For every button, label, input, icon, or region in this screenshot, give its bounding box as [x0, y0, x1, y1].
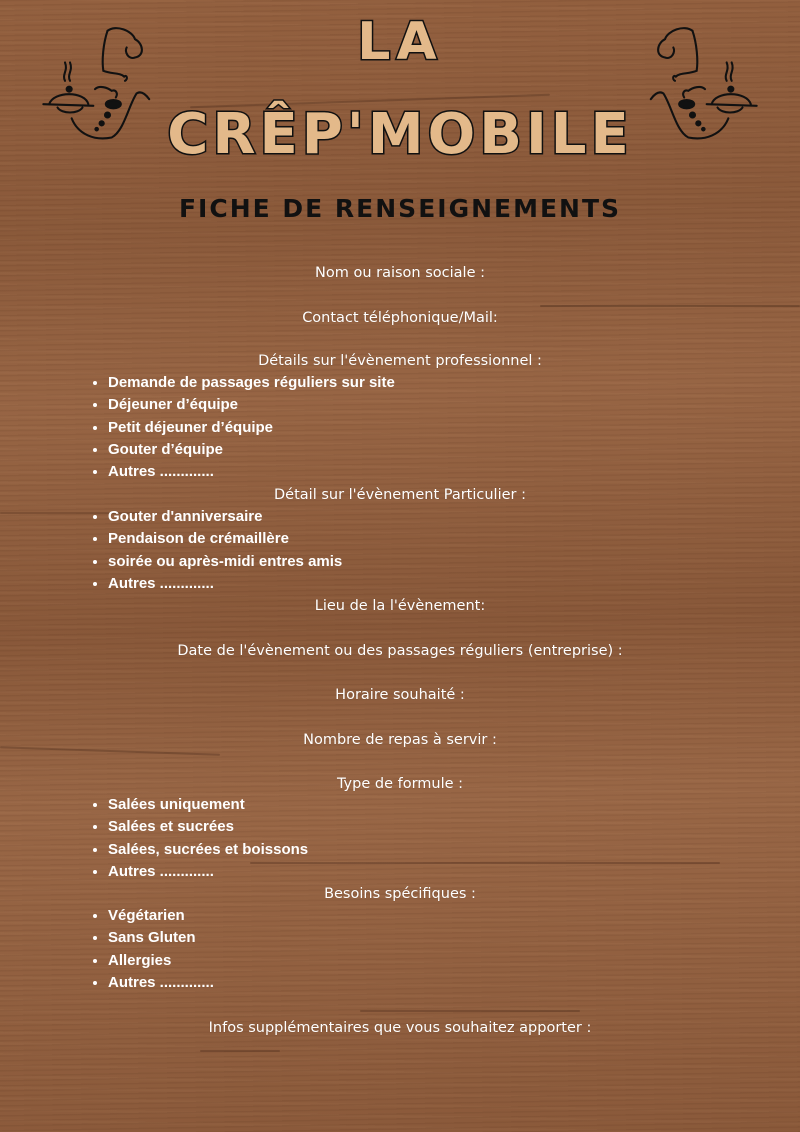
name-label: Nom ou raison sociale : — [315, 265, 485, 281]
list-item: • Demande de passages réguliers sur site — [108, 372, 395, 394]
list-item: • soirée ou après-midi entres amis — [108, 551, 342, 573]
pro-event-options — [88, 372, 395, 483]
pro-event-label: Détails sur l'évènement professionnel : — [258, 353, 542, 369]
list-item: • Autres ............. — [108, 972, 214, 994]
date-label: Date de l'évènement ou des passages réguliers (entreprise) : — [177, 643, 623, 659]
title-la: LA — [357, 12, 443, 72]
list-item: • Autres ............. — [108, 861, 308, 883]
wood-grain-line — [540, 305, 800, 307]
wood-grain-line — [250, 862, 720, 864]
list-item: • Salées uniquement — [108, 794, 308, 816]
extra-info-label: Infos supplémentaires que vous souhaitez apporter : — [208, 1020, 592, 1036]
list-item: • Végétarien — [108, 905, 214, 927]
private-event-label: Détail sur l'évènement Particulier : — [274, 487, 526, 503]
formula-options — [88, 794, 308, 883]
private-event-options — [88, 506, 342, 595]
wood-grain-line — [360, 1010, 580, 1012]
list-item: • Déjeuner d’équipe — [108, 394, 395, 416]
needs-options — [88, 905, 214, 994]
form-subtitle: FICHE DE RENSEIGNEMENTS — [178, 194, 622, 223]
meals-label: Nombre de repas à servir : — [303, 732, 497, 748]
time-label: Horaire souhaité : — [335, 687, 465, 703]
location-label: Lieu de la l'évènement: — [314, 598, 486, 614]
list-item: • Petit déjeuner d’équipe — [108, 417, 395, 439]
list-item: • Gouter d’équipe — [108, 439, 395, 461]
list-item: • Allergies — [108, 950, 214, 972]
list-item: • Salées et sucrées — [108, 816, 308, 838]
wood-grain-line — [200, 1050, 280, 1052]
list-item: • Salées, sucrées et boissons — [108, 839, 308, 861]
list-item: • Autres ............. — [108, 573, 342, 595]
list-item: • Autres ............. — [108, 461, 395, 483]
title-crepmobile: CRÊP'MOBILE — [167, 102, 633, 167]
list-item: • Gouter d'anniversaire — [108, 506, 342, 528]
list-item: • Sans Gluten — [108, 927, 214, 949]
contact-label: Contact téléphonique/Mail: — [302, 310, 498, 326]
needs-label: Besoins spécifiques : — [324, 886, 476, 902]
list-item: • Pendaison de crémaillère — [108, 528, 342, 550]
formula-label: Type de formule : — [336, 776, 464, 792]
